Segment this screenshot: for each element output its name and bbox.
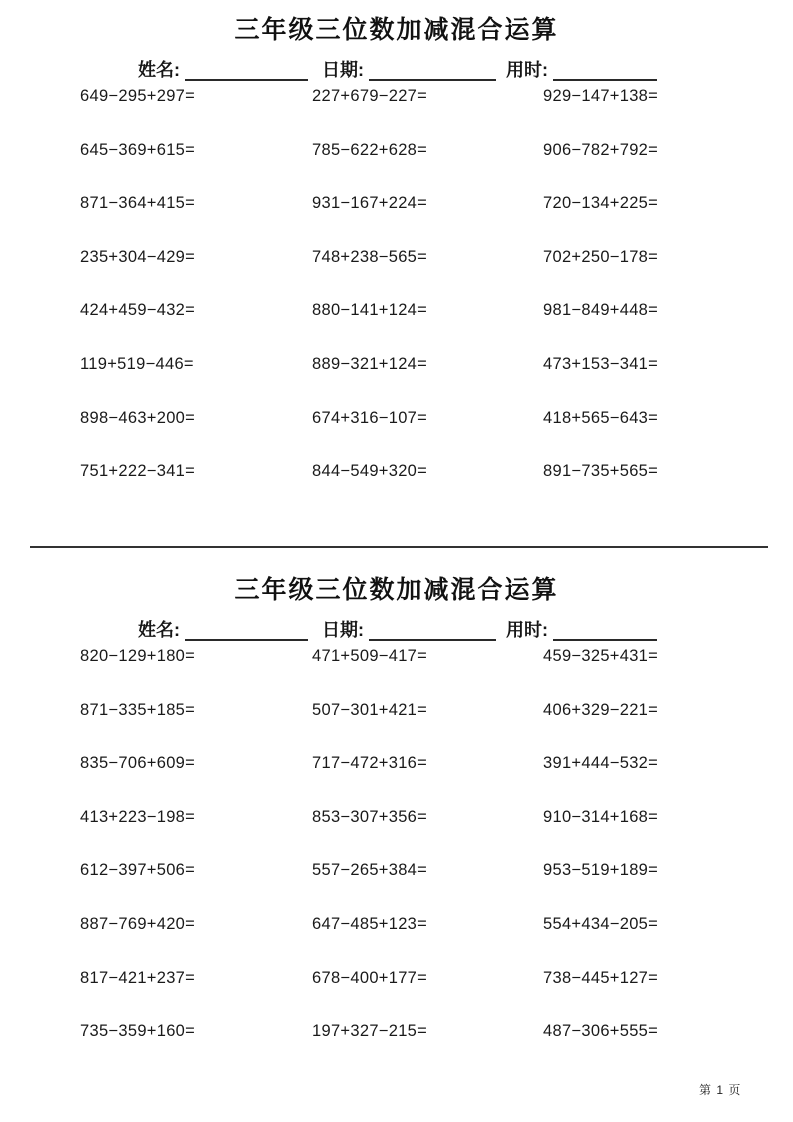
problem-expression: 953−519+189= [543,861,659,880]
date-blank-line [369,619,496,641]
problem-expression: 612−397+506= [80,861,196,880]
problem-expression: 557−265+384= [312,861,428,880]
problem-expression: 702+250−178= [543,247,659,266]
problem-expression: 554+434−205= [543,914,659,933]
problem-expression: 406+329−221= [543,700,659,719]
problem-expression: 418+565−643= [543,408,659,427]
problem-expression: 906−782+792= [543,140,659,159]
problem-expression: 235+304−429= [80,247,196,266]
name-blank-line [185,59,308,81]
problem-expression: 889−321+124= [312,354,428,373]
problem-expression: 720−134+225= [543,194,659,213]
problem-expression: 898−463+200= [80,408,196,427]
problem-expression: 227+679−227= [312,87,428,105]
section-1-fields-row [138,57,657,81]
problem-expression: 817−421+237= [80,968,196,987]
problem-expression: 735−359+160= [80,1022,196,1041]
problem-expression: 738−445+127= [543,968,659,987]
name-label: 姓名: [138,60,180,80]
time-label: 用时: [506,620,548,640]
problem-expression: 674+316−107= [312,408,428,427]
date-blank-line [369,59,496,81]
problem-expression: 391+444−532= [543,754,659,773]
problem-expression: 473+153−341= [543,354,659,373]
problem-expression: 459−325+431= [543,647,659,665]
section-2-problems-grid [80,647,793,1076]
problem-expression: 119+519−446= [80,354,194,373]
section-1-title: 三年级三位数加减混合运算 [234,16,559,44]
problem-expression: 645−369+615= [80,140,196,159]
problem-expression: 717−472+316= [312,754,428,773]
problem-expression: 507−301+421= [312,700,428,719]
section-divider-line [30,546,768,548]
problem-expression: 820−129+180= [80,647,196,665]
problem-expression: 649−295+297= [80,87,196,105]
problem-expression: 197+327−215= [312,1022,428,1041]
problem-expression: 844−549+320= [312,462,428,481]
date-label: 日期: [322,620,364,640]
page-number: 第 1 页 [699,1083,742,1097]
problem-expression: 981−849+448= [543,301,659,320]
problem-expression: 647−485+123= [312,914,428,933]
problem-expression: 910−314+168= [543,807,659,826]
name-blank-line [185,619,308,641]
problem-expression: 871−335+185= [80,700,196,719]
time-blank-line [553,619,657,641]
problem-expression: 413+223−198= [80,807,196,826]
problem-expression: 487−306+555= [543,1022,659,1041]
date-label: 日期: [322,60,364,80]
problem-expression: 891−735+565= [543,462,659,481]
problem-expression: 751+222−341= [80,462,196,481]
problem-expression: 785−622+628= [312,140,428,159]
problem-expression: 887−769+420= [80,914,196,933]
problem-expression: 424+459−432= [80,301,196,320]
section-2-fields-row [138,617,657,641]
problem-expression: 931−167+224= [312,194,428,213]
name-label: 姓名: [138,620,180,640]
time-blank-line [553,59,657,81]
problem-expression: 471+509−417= [312,647,428,665]
problem-expression: 929−147+138= [543,87,659,105]
problem-expression: 678−400+177= [312,968,428,987]
problem-expression: 880−141+124= [312,301,428,320]
section-2-title: 三年级三位数加减混合运算 [234,576,559,604]
problem-expression: 748+238−565= [312,247,428,266]
section-1-problems-grid [80,87,793,516]
time-label: 用时: [506,60,548,80]
problem-expression: 835−706+609= [80,754,196,773]
problem-expression: 871−364+415= [80,194,196,213]
problem-expression: 853−307+356= [312,807,428,826]
